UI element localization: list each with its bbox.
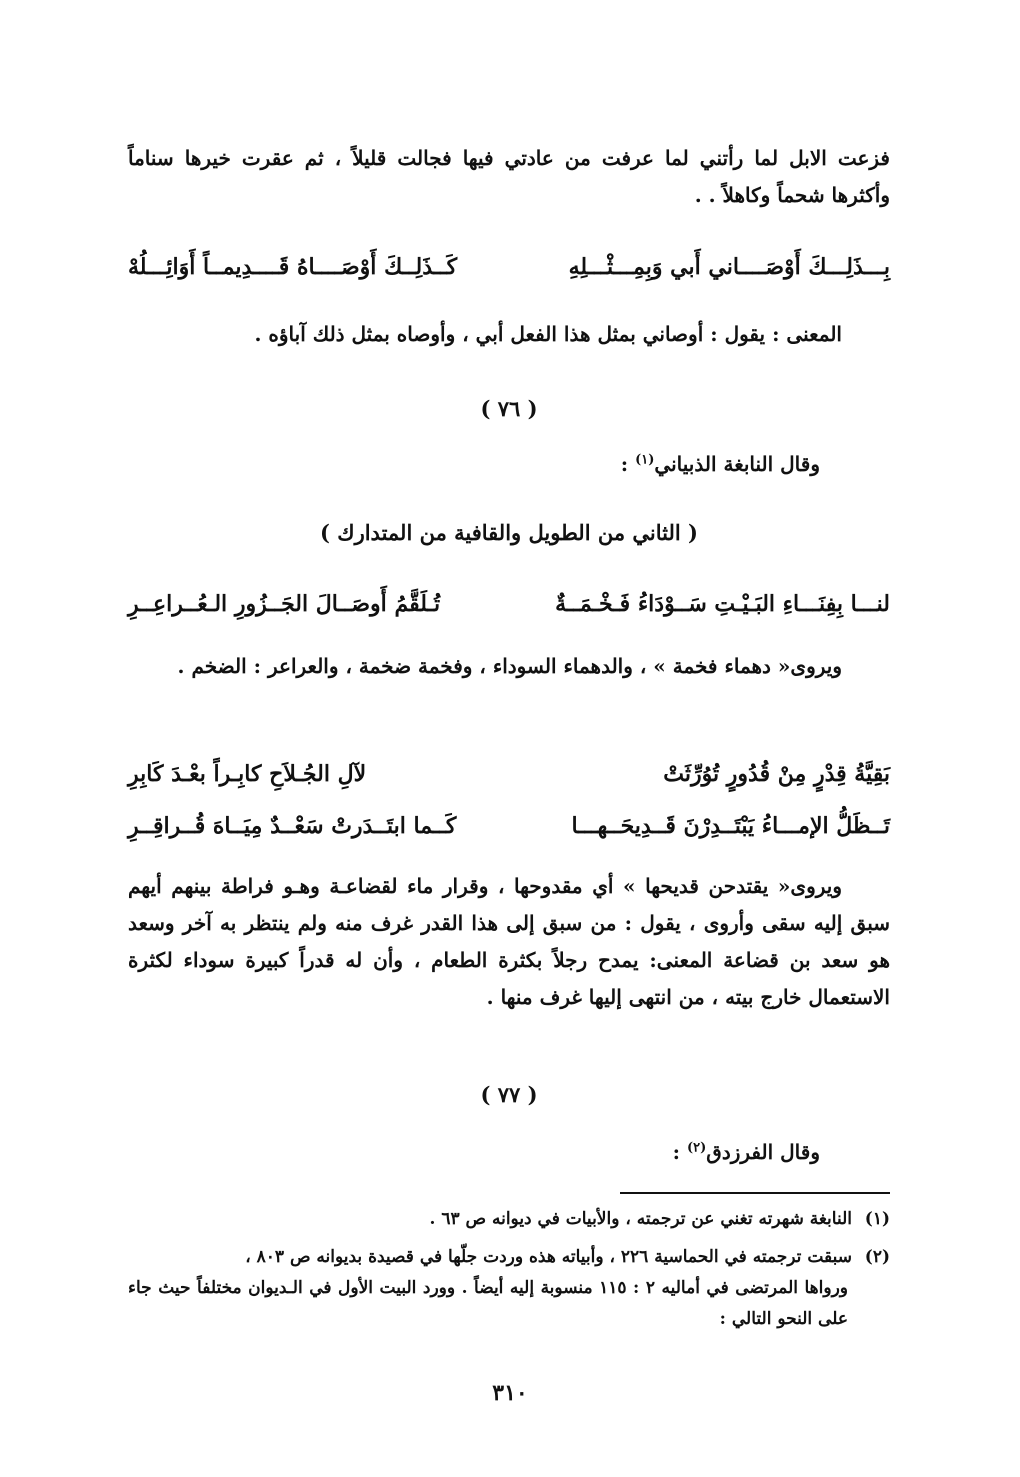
verse-76-2-first-hemistich: بَقِيَّةُ قِدْرٍ مِنْ قُدُورٍ تُوُرِّثَتْ [663, 761, 890, 787]
poet-intro-77 [673, 1140, 820, 1164]
poet-intro-77-text: وقال الفرزدق [706, 1140, 820, 1164]
poet-intro-76-text: وقال النابغة الذبياني [654, 452, 820, 476]
page-number: ٣١٠ [492, 1380, 528, 1406]
verse-1-second-hemistich: كَــذَلِــكَ أَوْصَــــاهُ قَــــدِيمــاً أَوَائِـــلُهْ [128, 254, 458, 280]
footnote-1-number: (١) [864, 1209, 890, 1229]
poet-intro-76 [621, 452, 820, 476]
verse-1-first-hemistich: بِـــذَلِـــكَ أَوْصَــــاني أَبي وَبِمِـــثْـــلِهِ [568, 254, 890, 280]
footnote-ref-1[interactable]: (١) [635, 452, 655, 468]
footnote-2-line [128, 1242, 890, 1273]
verse-76-1-first-hemistich: لنـــا بِفِنَـــاءِ البَـيْـتِ سَــوْدَاءُ فَـخْـمَــةٌ [555, 591, 890, 617]
verse-76-1-second-hemistich: تُـلَقَّمُ أَوصَــالَ الجَــزُورِ الـعُــراعِــرِ [128, 591, 441, 617]
meaning-paragraph: المعنى : يقول : أوصاني بمثل هذا الفعل أبي ، وأوصاه بمثل ذلك آباؤه . [254, 322, 842, 346]
verse-76-2-second-hemistich: لآلِ الجُـلاَحِ كابِـراً بعْـدَ كَابِرِ [128, 761, 367, 787]
verse-76-3-first-hemistich: تَــظَلُّ الإمـــاءُ يَبْتَــدِرْنَ قَــدِيحَــهـــا [571, 813, 890, 839]
footnote-2 [128, 1242, 890, 1335]
verse-line-1 [128, 243, 890, 291]
footnote-1-text: النابغة شهرته تغني عن ترجمته ، والأبيات في ديوانه ص ٦٣ . [429, 1209, 852, 1229]
poet-intro-76-tail: : [620, 452, 636, 476]
footnote-separator [620, 1192, 890, 1194]
poem-number-77: ( ٧٧ ) [480, 1082, 538, 1107]
commentary-paragraph: ويروى« يقتدحن قديحها » أي مقدوحها ، وقرار ماء لقضاعـة وهـو فراطة بينهم أيهم سبق إليه سقى وأروى ، يقول : من سبق إلى هذا القدر غرف منه ولم ينتظر به آخر وسعد هو سعد بن قضاعة المعنى: يمدح رجلاً بكثرة الطعام ، وأن له قدراً كبيرة سوداء لكثرة الاستعمال خارج بيته ، من انتهى إليها غرف منها . [128, 874, 890, 1009]
verse-line-76-2 [128, 750, 890, 798]
top-prose: فزعت الابل لما رأتني لما عرفت من عادتي فيها فجالت قليلاً ، ثم عقرت خيرها سناماً وأكثرها شحماً وكاهلاً . . [128, 146, 890, 207]
footnote-2-text: سبقت ترجمته في الحماسية ٢٢٦ ، وأبياته هذه وردت جلّها في قصيدة بديوانه ص ٨٠٣ ، [245, 1247, 852, 1267]
meter-note: ( الثاني من الطويل والقافية من المتدارك ) [320, 520, 698, 545]
verse-line-76-1 [128, 580, 890, 628]
footnote-2-continuation: ورواها المرتضى في أماليه ٢ : ١١٥ منسوبة إليه أيضاً . وورد البيت الأول في الـديوان مختلفاً حيث جاء على النحو التالي : [128, 1278, 848, 1329]
poem-number-76: ( ٧٦ ) [480, 396, 538, 421]
footnote-1 [128, 1204, 890, 1235]
poet-intro-77-tail: : [672, 1140, 687, 1164]
verse-line-76-3 [128, 802, 890, 850]
footnote-2-number: (٢) [864, 1247, 890, 1267]
footnote-ref-2[interactable]: (٢) [687, 1140, 707, 1156]
gloss-paragraph: ويروى« دهماء فخمة » ، والدهماء السوداء ، وفخمة ضخمة ، والعراعر : الضخم . [177, 654, 842, 678]
verse-76-3-second-hemistich: كَــما ابتَــدَرتْ سَعْــدٌ مِيَــاهَ قُــراقِــرِ [128, 813, 457, 839]
